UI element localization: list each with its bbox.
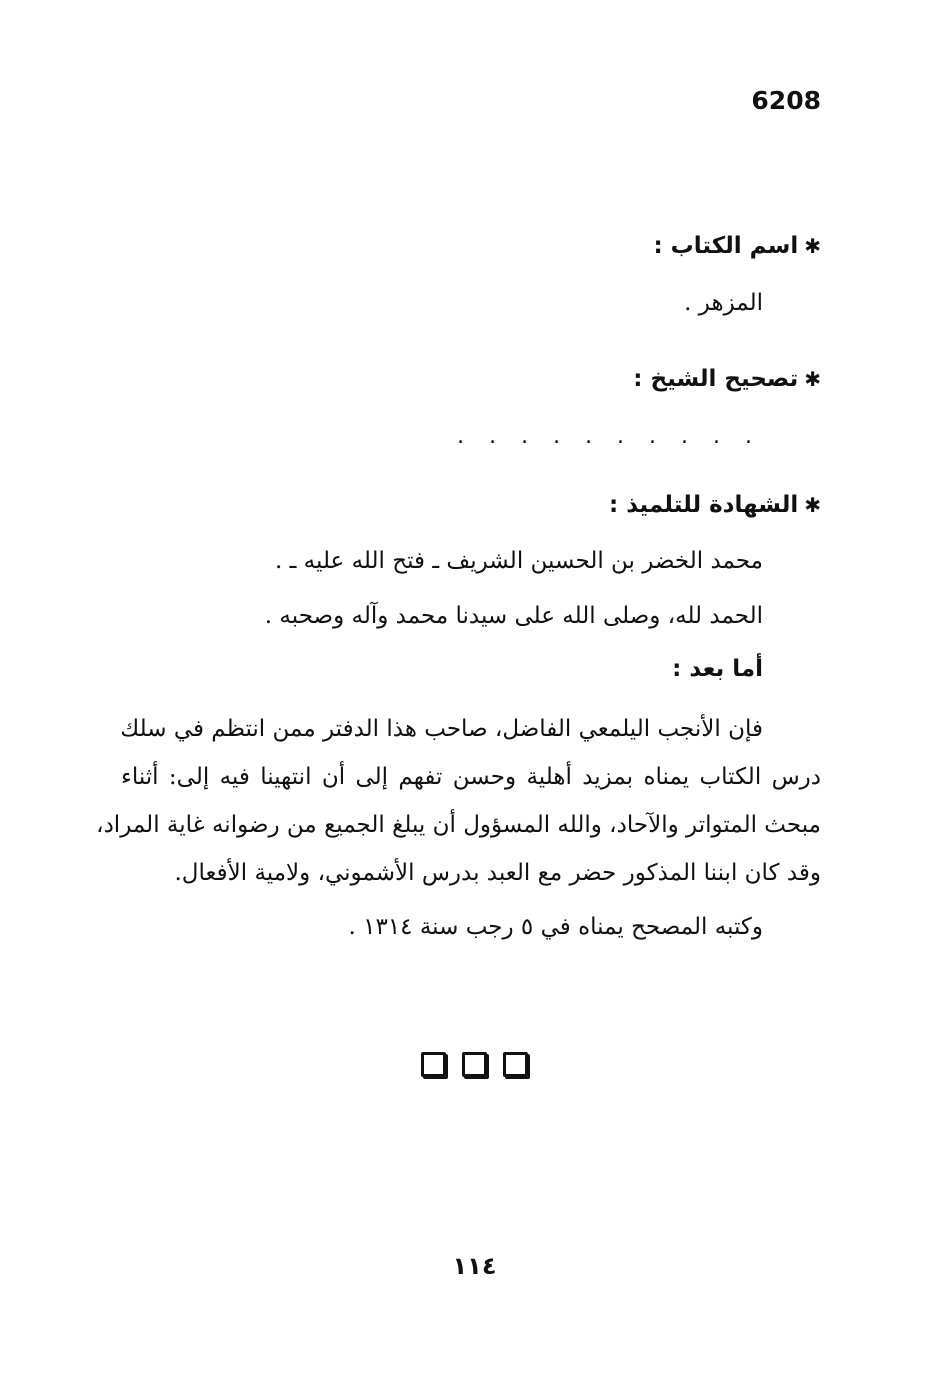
praise-line: الحمد لله، وصلى الله على سيدنا محمد وآله وصحبه .: [264, 603, 763, 629]
body-line: وقد كان ابننا المذكور حضر مع العبد بدرس الأشموني، ولامية الأفعال.: [174, 860, 821, 886]
body-line: فإن الأنجب اليلمعي الفاضل، صاحب هذا الدفتر ممن انتظم في سلك: [120, 716, 763, 742]
section-separator: [0, 1052, 949, 1077]
page-number: ١١٤: [452, 1252, 497, 1280]
certificate-heading: [609, 492, 821, 518]
asterisk-bullet-icon: ✱: [804, 493, 821, 517]
book-name-heading: [653, 233, 821, 259]
document-id: 6208: [751, 86, 821, 115]
square-ornament-icon: [503, 1052, 528, 1077]
body-line: درس الكتاب يمناه بمزيد أهلية وحسن تفهم إلى أن انتهينا فيه إلى: أثناء: [121, 764, 821, 790]
book-name-value: المزهر .: [684, 290, 763, 316]
asterisk-bullet-icon: ✱: [804, 234, 821, 258]
square-ornament-icon: [462, 1052, 487, 1077]
closing-line: وكتبه المصحح يمناه في ٥ رجب سنة ١٣١٤ .: [348, 914, 763, 940]
sheikh-correction-label: تصحيح الشيخ :: [633, 366, 799, 392]
certificate-label: الشهادة للتلميذ :: [609, 492, 799, 518]
certificate-body: [96, 705, 821, 897]
sheikh-correction-heading: [633, 366, 821, 392]
sheikh-correction-dots: . . . . . . . . . .: [457, 424, 761, 449]
asterisk-bullet-icon: ✱: [804, 367, 821, 391]
student-name-line: محمد الخضر بن الحسين الشريف ـ فتح الله عليه ـ .: [275, 548, 763, 574]
body-line: مبحث المتواتر والآحاد، والله المسؤول أن يبلغ الجميع من رضوانه غاية المراد،: [96, 812, 821, 838]
amma-baad-line: أما بعد :: [672, 656, 763, 682]
square-ornament-icon: [421, 1052, 446, 1077]
book-name-label: اسم الكتاب :: [653, 233, 799, 259]
